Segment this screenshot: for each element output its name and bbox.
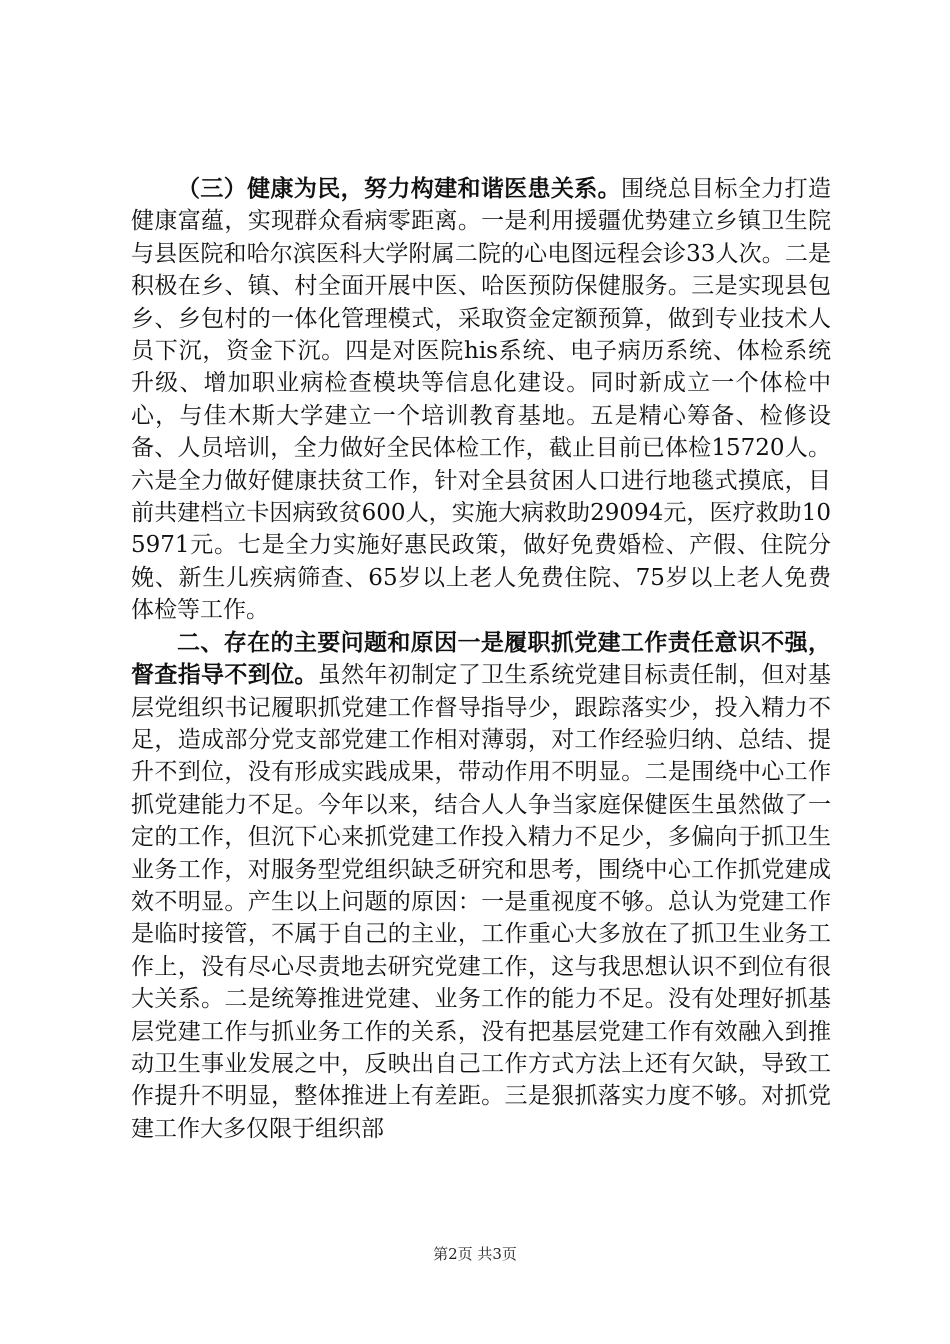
paragraph-text: 虽然年初制定了卫生系统党建目标责任制，但对基层党组织书记履职抓党建工作督导指导少，跟踪落实少，投入精力不足，造成部分党支部党建工作相对薄弱，对工作经验归纳、总结、提升不到位，没有形成实践成果，带动作用不明显。二是围绕中心工作抓党建能力不足。今年以来，结合人人争当家庭保健医生虽然做了一定的工作，但沉下心来抓党建工作投入精力不足少，多偏向于抓卫生业务工作，对服务型党组织缺乏研究和思考，围绕中心工作抓党建成效不明显。产生以上问题的原因：一是重视度不够。总认为党建工作是临时接管，不属于自己的主业，工作重心大多放在了抓卫生业务工作上，没有尽心尽责地去研究党建工作，这与我思想认识不到位有很大关系。二是统筹推进党建、业务工作的能力不足。没有处理好抓基层党建工作与抓业务工作的关系，没有把基层党建工作有效融入到推动卫生事业发展之中，反映出自己工作方式方法上还有欠缺，导致工作提升不明显，整体推进上有差距。三是狠抓落实力度不够。对抓党建工作大多仅限于组织部 [131, 662, 832, 1142]
paragraph-heading: （三）健康为民，努力构建和谐医患关系。 [177, 176, 622, 202]
paragraph-heading: 二、存在的主要问题和原因一是履职抓党建工作责任意识不强，督查指导不到位。 [131, 629, 831, 689]
paragraph-health [131, 173, 831, 627]
document-body [131, 173, 831, 1145]
page-number: 第2页 共3页 [433, 1245, 517, 1263]
paragraph-problems [131, 627, 831, 1146]
paragraph-text: 围绕总目标全力打造健康富蕴，实现群众看病零距离。一是利用援疆优势建立乡镇卫生院与县医院和哈尔滨医科大学附属二院的心电图远程会诊33人次。二是积极在乡、镇、村全面开展中医、哈医预防保健服务。三是实现县包乡、乡包村的一体化管理模式，采取资金定额预算，做到专业技术人员下沉，资金下沉。四是对医院his系统、电子病历系统、体检系统升级、增加职业病检查模块等信息化建设。同时新成立一个体检中心，与佳木斯大学建立一个培训教育基地。五是精心筹备、检修设备、人员培训，全力做好全民体检工作，截止目前已体检15720人。六是全力做好健康扶贫工作，针对全县贫困人口进行地毯式摸底，目前共建档立卡因病致贫600人，实施大病救助29094元，医疗救助105971元。七是全力实施好惠民政策，做好免费婚检、产假、住院分娩、新生儿疾病筛查、65岁以上老人免费住院、75岁以上老人免费体检等工作。 [131, 176, 832, 624]
page-footer [0, 1244, 950, 1264]
